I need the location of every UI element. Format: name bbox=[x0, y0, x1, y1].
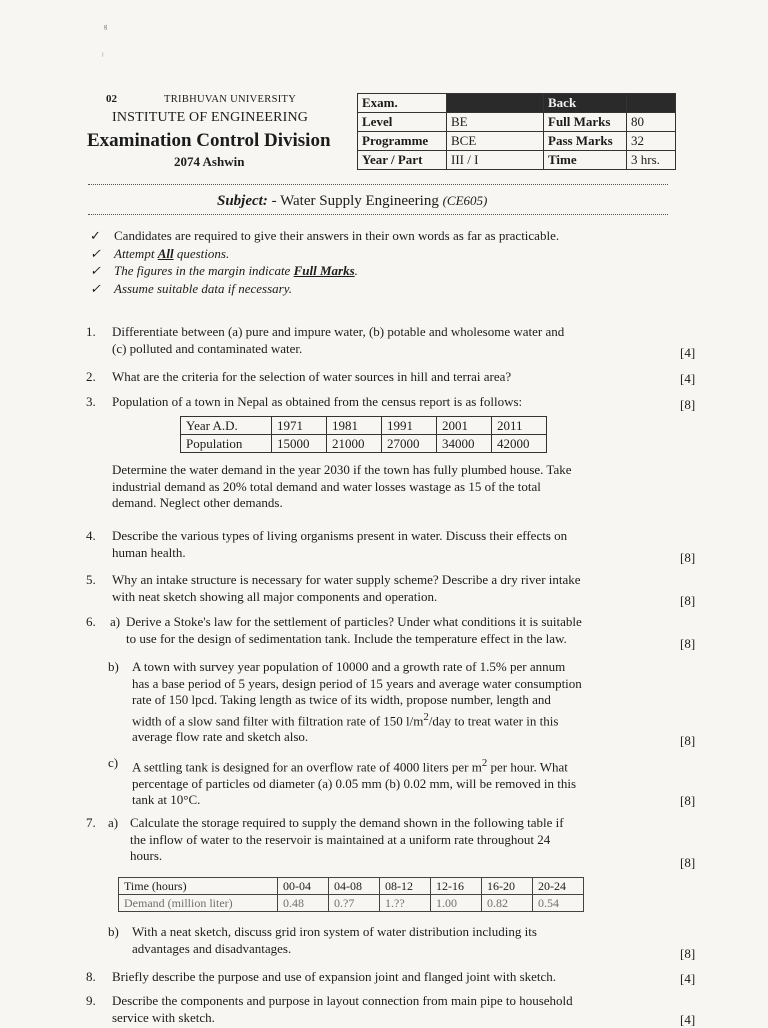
superscript: 2 bbox=[481, 757, 488, 769]
time-value: 3 hrs. bbox=[627, 151, 676, 170]
demand-table bbox=[118, 877, 584, 912]
table-row bbox=[119, 895, 584, 912]
question-number: 2. bbox=[86, 369, 96, 384]
text-line: A town with survey year population of 10000 and a growth rate of 1.5% per annum bbox=[132, 659, 566, 674]
list-item bbox=[90, 227, 559, 245]
list-item: ✓ The figures in the margin indicate Full Marks. bbox=[90, 263, 358, 278]
table-row bbox=[358, 151, 676, 170]
programme-label: Programme bbox=[358, 132, 447, 151]
question-text bbox=[112, 324, 692, 357]
passmarks-value: 32 bbox=[627, 132, 676, 151]
subject-label: Subject: bbox=[217, 193, 268, 209]
exam-blank-cell bbox=[447, 94, 544, 113]
row-label: Year A.D. bbox=[181, 417, 272, 435]
fullmarks-label: Full Marks bbox=[544, 113, 627, 132]
question-text bbox=[130, 815, 690, 865]
question-number: 8. bbox=[86, 969, 96, 984]
population-table bbox=[180, 416, 547, 453]
text-line: service with sketch. bbox=[112, 1009, 215, 1025]
subject-name: - Water Supply Engineering bbox=[271, 193, 439, 209]
question-number: 9. bbox=[86, 993, 96, 1008]
text-part: A settling tank is designed for an overflow rate of 4000 liters per m bbox=[132, 759, 482, 775]
text-line: percentage of particles od diameter (a) 0.05 mm (b) 0.02 mm, will be removed in this bbox=[132, 775, 577, 791]
question-number: 5. bbox=[86, 572, 96, 587]
text-line: Determine the water demand in the year 2030 if the town has fully plumbed house. Take bbox=[112, 462, 572, 477]
question-number: 7. bbox=[86, 815, 96, 830]
check-icon: ✓ bbox=[90, 263, 101, 278]
question-text bbox=[112, 572, 692, 605]
fullmarks-value: 80 bbox=[627, 113, 676, 132]
question-text bbox=[132, 924, 662, 957]
passmarks-label: Pass Marks bbox=[544, 132, 627, 151]
instruction-text: Assume suitable data if necessary. bbox=[114, 280, 293, 296]
marks: [8] bbox=[680, 550, 696, 565]
text-line bbox=[132, 755, 672, 776]
marks: [4] bbox=[680, 371, 696, 386]
sub-question-label: b) bbox=[108, 659, 119, 674]
year-cell: 1991 bbox=[382, 417, 437, 435]
demand-cell: 1.00 bbox=[431, 895, 482, 912]
marks: [4] bbox=[680, 1012, 696, 1027]
programme-value: BCE bbox=[447, 132, 544, 151]
list-item bbox=[90, 280, 559, 298]
marks: [8] bbox=[680, 593, 696, 608]
stray-mark: ᵍ bbox=[104, 22, 108, 34]
check-icon: ✓ bbox=[90, 245, 101, 261]
text-line: to use for the design of sedimentation tank. Include the temperature effect in the law. bbox=[126, 630, 567, 646]
time-cell: 16-20 bbox=[482, 878, 533, 895]
question-number: 1. bbox=[86, 324, 96, 339]
check-icon: ✓ bbox=[90, 280, 101, 296]
check-icon: ✓ bbox=[90, 228, 101, 243]
time-label: Time bbox=[544, 151, 627, 170]
marks: [8] bbox=[680, 397, 696, 412]
marks: [8] bbox=[680, 733, 696, 748]
level-value: BE bbox=[447, 113, 544, 132]
year-cell: 1981 bbox=[327, 417, 382, 435]
sub-question-label: c) bbox=[108, 755, 119, 770]
question-text bbox=[132, 755, 672, 809]
instruction-text: The figures in the margin indicate bbox=[114, 263, 291, 278]
table-row bbox=[358, 132, 676, 151]
question-text bbox=[132, 659, 672, 746]
population-cell: 34000 bbox=[437, 435, 492, 453]
demand-cell: 0.48 bbox=[278, 895, 329, 912]
population-cell: 42000 bbox=[492, 435, 547, 453]
instruction-text: Candidates are required to give their answers in their own words as far as practicable. bbox=[114, 228, 560, 243]
text-line: Why an intake structure is necessary for water supply scheme? Describe a dry river intake bbox=[112, 572, 581, 587]
divider bbox=[88, 184, 668, 185]
text-part: per hour. What bbox=[487, 759, 568, 775]
instruction-emphasis: All bbox=[157, 245, 174, 261]
question-text bbox=[112, 993, 692, 1026]
text-part: width of a slow sand filter with filtration rate of 150 l/m bbox=[132, 712, 424, 728]
text-line: demand. Neglect other demands. bbox=[112, 495, 283, 510]
yearpart-label: Year / Part bbox=[358, 151, 447, 170]
text-line: hours. bbox=[130, 848, 163, 863]
list-item bbox=[90, 245, 559, 263]
marks: [8] bbox=[680, 793, 696, 808]
text-line: Derive a Stoke's law for the settlement of particles? Under what conditions it is suitable bbox=[126, 614, 582, 629]
paper-code: 02 bbox=[106, 93, 117, 105]
row-label: Time (hours) bbox=[119, 878, 278, 895]
marks: [4] bbox=[680, 971, 696, 986]
question-text: What are the criteria for the selection of water sources in hill and terrai area? bbox=[112, 369, 512, 384]
division-name: Examination Control Division bbox=[87, 130, 331, 151]
time-cell: 00-04 bbox=[278, 878, 329, 895]
table-row bbox=[358, 113, 676, 132]
text-line: Differentiate between (a) pure and impure water, (b) potable and wholesome water and bbox=[112, 324, 565, 339]
stray-mark: ʲ bbox=[102, 50, 104, 60]
question-number: 4. bbox=[86, 528, 96, 543]
text-line: (c) polluted and contaminated water. bbox=[112, 340, 303, 356]
year-cell: 2011 bbox=[492, 417, 547, 435]
institute-name: INSTITUTE OF ENGINEERING bbox=[112, 110, 309, 125]
exam-info-table bbox=[357, 93, 676, 170]
population-cell: 27000 bbox=[382, 435, 437, 453]
table-row bbox=[358, 94, 676, 113]
text-line: with neat sketch showing all major components and operation. bbox=[112, 588, 438, 604]
text-line bbox=[132, 709, 672, 730]
text-line: the inflow of water to the reservoir is maintained at a uniform rate throughout 24 bbox=[130, 831, 551, 847]
time-cell: 12-16 bbox=[431, 878, 482, 895]
exam-value: Back bbox=[544, 94, 627, 113]
marks: [4] bbox=[680, 345, 696, 360]
question-text bbox=[126, 614, 696, 647]
text-line: average flow rate and sketch also. bbox=[132, 729, 309, 745]
instruction-text: questions. bbox=[176, 245, 230, 261]
table-row bbox=[181, 435, 547, 453]
instruction-text: Attempt bbox=[114, 245, 155, 261]
text-part: /day to treat water in this bbox=[428, 712, 559, 728]
population-cell: 21000 bbox=[327, 435, 382, 453]
text-line: human health. bbox=[112, 544, 186, 560]
question-text: Briefly describe the purpose and use of expansion joint and flanged joint with sketch. bbox=[112, 969, 557, 984]
year-cell: 1971 bbox=[272, 417, 327, 435]
row-label: Demand (million liter) bbox=[119, 895, 278, 912]
table-row bbox=[181, 417, 547, 435]
table-row bbox=[119, 878, 584, 895]
subject-code: (CE605) bbox=[442, 193, 488, 208]
yearpart-value: III / I bbox=[447, 151, 544, 170]
demand-cell: 0.?7 bbox=[329, 895, 380, 912]
marks: [8] bbox=[680, 855, 696, 870]
question-number: 6. bbox=[86, 614, 96, 629]
exam-year: 2074 Ashwin bbox=[174, 154, 245, 169]
sub-question-label: a) bbox=[110, 614, 121, 629]
question-text: Population of a town in Nepal as obtained from the census report is as follows: bbox=[112, 394, 523, 409]
time-cell: 04-08 bbox=[329, 878, 380, 895]
text-line: tank at 10°C. bbox=[132, 792, 201, 808]
demand-cell: 1.?? bbox=[380, 895, 431, 912]
question-text bbox=[112, 528, 692, 561]
population-cell: 15000 bbox=[272, 435, 327, 453]
time-cell: 20-24 bbox=[533, 878, 584, 895]
divider bbox=[88, 214, 668, 215]
university-name: TRIBHUVAN UNIVERSITY bbox=[164, 94, 297, 105]
instructions-list bbox=[90, 227, 559, 297]
demand-cell: 0.82 bbox=[482, 895, 533, 912]
subject-line bbox=[217, 193, 487, 210]
row-label: Population bbox=[181, 435, 272, 453]
text-line: Describe the components and purpose in layout connection from main pipe to household bbox=[112, 993, 573, 1008]
sub-question-label: b) bbox=[108, 924, 119, 939]
text-line: rate of 150 lpcd. Taking length as twice of its width, propose number, length and bbox=[132, 692, 551, 707]
instruction-emphasis: Full Marks bbox=[293, 263, 355, 278]
question-number: 3. bbox=[86, 394, 96, 409]
time-cell: 08-12 bbox=[380, 878, 431, 895]
text-line: industrial demand as 20% total demand and water losses wastage as 15 of the total bbox=[112, 478, 541, 494]
superscript: 2 bbox=[423, 710, 429, 723]
marks: [8] bbox=[680, 636, 696, 651]
text-line: has a base period of 5 years, design period of 15 years and average water consumption bbox=[132, 675, 582, 691]
sub-question-label: a) bbox=[108, 815, 119, 830]
year-cell: 2001 bbox=[437, 417, 492, 435]
marks: [8] bbox=[680, 946, 696, 961]
exam-blank-cell bbox=[627, 94, 676, 113]
text-line: Describe the various types of living organisms present in water. Discuss their effects on bbox=[112, 528, 568, 543]
text-line: With a neat sketch, discuss grid iron system of water distribution including its bbox=[132, 924, 537, 939]
demand-cell: 0.54 bbox=[533, 895, 584, 912]
text-line: Calculate the storage required to supply the demand shown in the following table if bbox=[130, 815, 564, 830]
text-line: advantages and disadvantages. bbox=[132, 940, 292, 956]
level-label: Level bbox=[358, 113, 447, 132]
question-3-continued bbox=[112, 462, 672, 512]
exam-label: Exam. bbox=[358, 94, 447, 113]
